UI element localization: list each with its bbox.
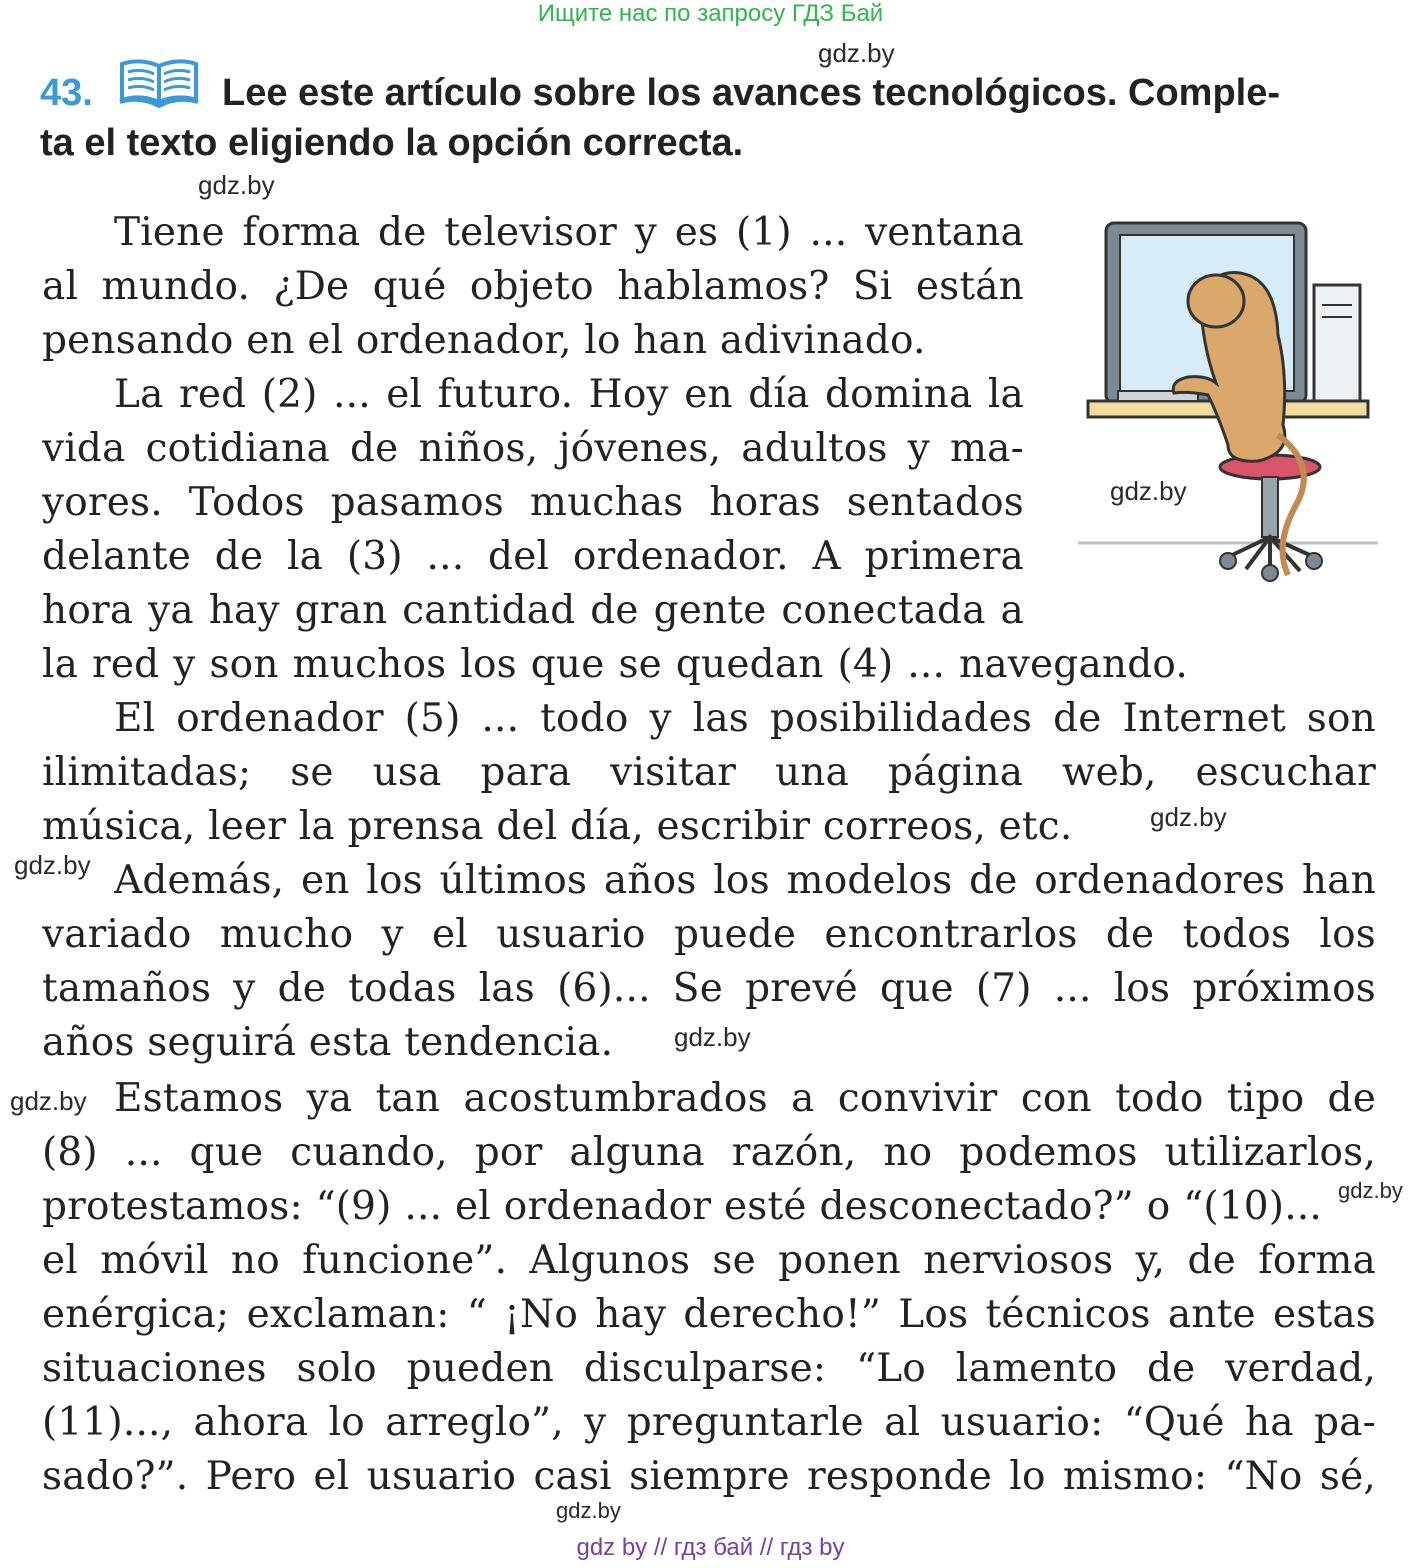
- text-line: años seguirá esta tendencia.: [42, 1020, 614, 1065]
- text-line: Estamos ya tan acostumbrados a convivir con todo tipo de: [114, 1076, 1376, 1121]
- task-number: 43.: [40, 72, 93, 114]
- watermark: gdz.by: [674, 1022, 751, 1052]
- watermark: gdz.by: [1150, 802, 1227, 832]
- watermark: gdz.by: [818, 38, 895, 68]
- text-line: la red y son muchos los que se quedan (4) ... navegando.: [42, 642, 1188, 687]
- text-line: variado mucho y el usuario puede encontrarlos de todos los: [42, 912, 1376, 957]
- watermark: gdz.by: [556, 1498, 621, 1523]
- text-line: vida cotidiana de niños, jóvenes, adultos y ma-: [42, 426, 1024, 471]
- bottom-banner: gdz by // гдз бай // гдз by: [576, 1534, 845, 1561]
- watermark: gdz.by: [198, 170, 275, 200]
- text-line: delante de la (3) ... del ordenador. A primera: [42, 534, 1024, 579]
- text-line: tamaños y de todas las (6)... Se prevé que (7) ... los próximos: [42, 966, 1376, 1011]
- text-line: El ordenador (5) ... todo y las posibilidades de Internet son: [114, 696, 1376, 741]
- watermark: gdz.by: [1110, 476, 1187, 506]
- text-line: enérgica; exclaman: “ ¡No hay derecho!” Los técnicos ante estas: [42, 1292, 1376, 1337]
- watermark: gdz.by: [1338, 1178, 1403, 1203]
- text-line: situaciones solo pueden disculparse: “Lo lamento de verdad,: [42, 1346, 1376, 1391]
- text-line: al mundo. ¿De qué objeto hablamos? Si están: [42, 264, 1024, 309]
- text-line: Además, en los últimos años los modelos de ordenadores han: [114, 858, 1376, 903]
- text-line: protestamos: “(9) ... el ordenador esté desconectado?” o “(10)...: [42, 1184, 1322, 1229]
- watermark: gdz.by: [14, 850, 91, 880]
- task-heading-line-2: ta el texto eligiendo la opción correcta.: [40, 122, 744, 164]
- text-line: (11)..., ahora lo arreglo”, y preguntarle al usuario: “Qué ha pa-: [42, 1400, 1376, 1445]
- text-line: La red (2) ... el futuro. Hoy en día domina la: [114, 372, 1024, 417]
- task-heading-line-1: Lee este artículo sobre los avances tecnológicos. Comple-: [222, 72, 1281, 114]
- watermark: gdz.by: [10, 1086, 87, 1116]
- open-book-icon: [118, 56, 200, 108]
- text-line: Tiene forma de televisor y es (1) ... ventana: [114, 210, 1024, 255]
- top-banner: Ищите нас по запросу ГДЗ Бай: [537, 0, 884, 27]
- text-line: el móvil no funcione”. Algunos se ponen nerviosos y, de forma: [42, 1238, 1376, 1283]
- text-line: (8) ... que cuando, por alguna razón, no podemos utilizarlos,: [42, 1130, 1376, 1175]
- monkey-at-computer-illustration: [1078, 205, 1378, 605]
- text-line: música, leer la prensa del día, escribir correos, etc.: [42, 804, 1073, 849]
- text-line: ilimitadas; se usa para visitar una página web, escuchar: [42, 750, 1376, 795]
- text-line: pensando en el ordenador, lo han adivinado.: [42, 318, 926, 363]
- text-line: hora ya hay gran cantidad de gente conectada a: [42, 588, 1024, 633]
- text-line: yores. Todos pasamos muchas horas sentados: [42, 480, 1024, 525]
- text-line: sado?”. Pero el usuario casi siempre responde lo mismo: “No sé,: [42, 1454, 1376, 1499]
